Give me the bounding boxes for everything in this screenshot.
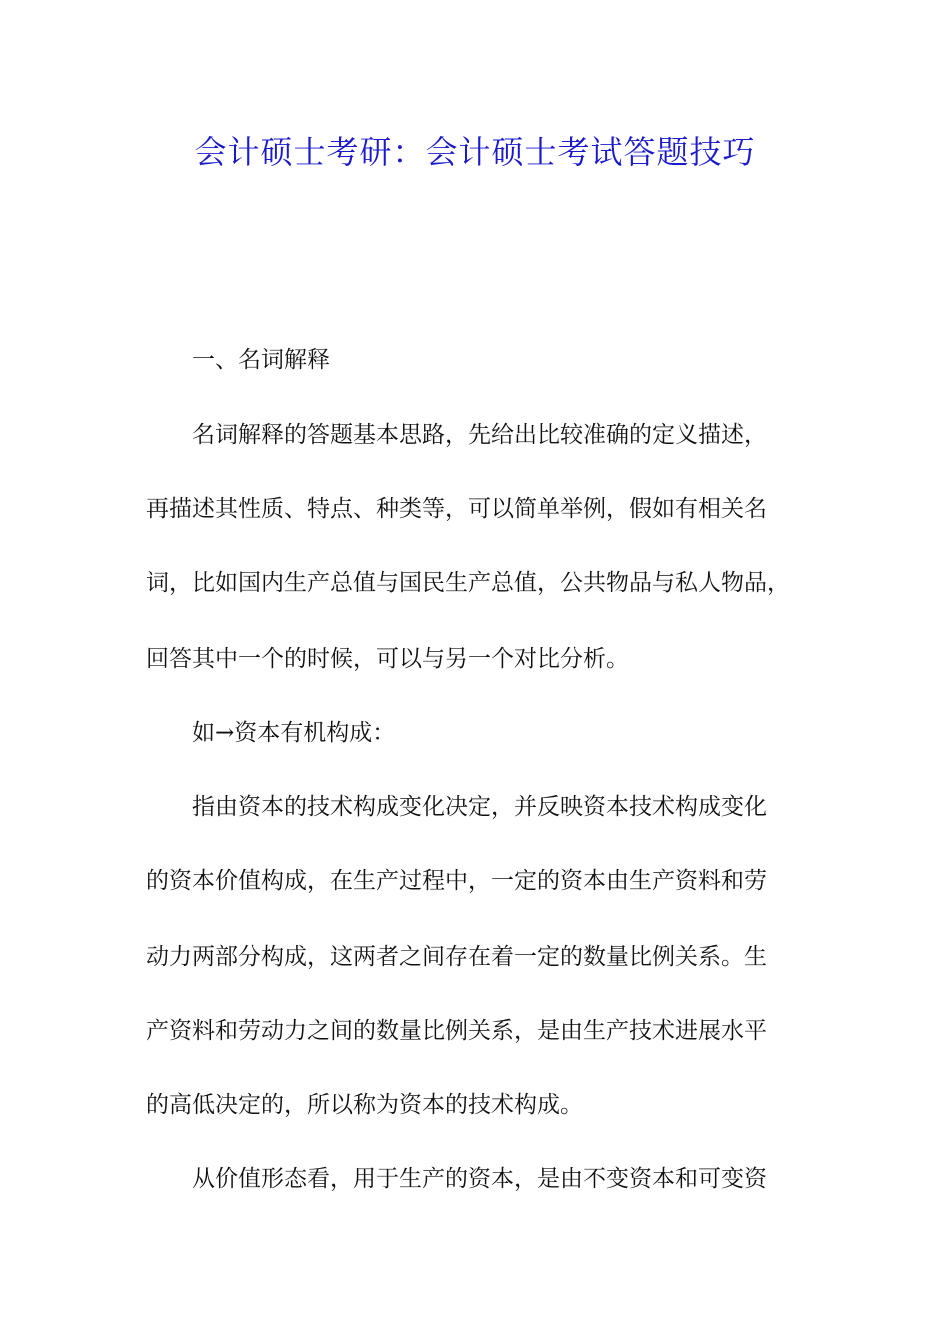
document-title: 会计硕士考研：会计硕士考试答题技巧 bbox=[194, 133, 756, 171]
paragraph-line: 词，比如国内生产总值与国民生产总值，公共物品与私人物品， bbox=[146, 570, 790, 596]
paragraph-line: 的高低决定的，所以称为资本的技术构成。 bbox=[146, 1092, 583, 1118]
section-heading: 一、名词解释 bbox=[192, 347, 330, 373]
paragraph-line: 动力两部分构成，这两者之间存在着一定的数量比例关系。生 bbox=[146, 944, 767, 970]
paragraph-line: 再描述其性质、特点、种类等，可以简单举例，假如有相关名 bbox=[146, 496, 767, 522]
paragraph-line: 指由资本的技术构成变化决定，并反映资本技术构成变化 bbox=[192, 794, 767, 820]
paragraph-line: 名词解释的答题基本思路，先给出比较准确的定义描述， bbox=[192, 422, 767, 448]
paragraph-line: 回答其中一个的时候，可以与另一个对比分析。 bbox=[146, 646, 629, 672]
paragraph-line: 产资料和劳动力之间的数量比例关系，是由生产技术进展水平 bbox=[146, 1018, 767, 1044]
paragraph-line: 的资本价值构成，在生产过程中，一定的资本由生产资料和劳 bbox=[146, 868, 767, 894]
document-body bbox=[146, 0, 836, 1344]
paragraph-line: 从价值形态看，用于生产的资本，是由不变资本和可变资 bbox=[192, 1166, 767, 1192]
example-label: 如→资本有机构成： bbox=[192, 720, 396, 746]
